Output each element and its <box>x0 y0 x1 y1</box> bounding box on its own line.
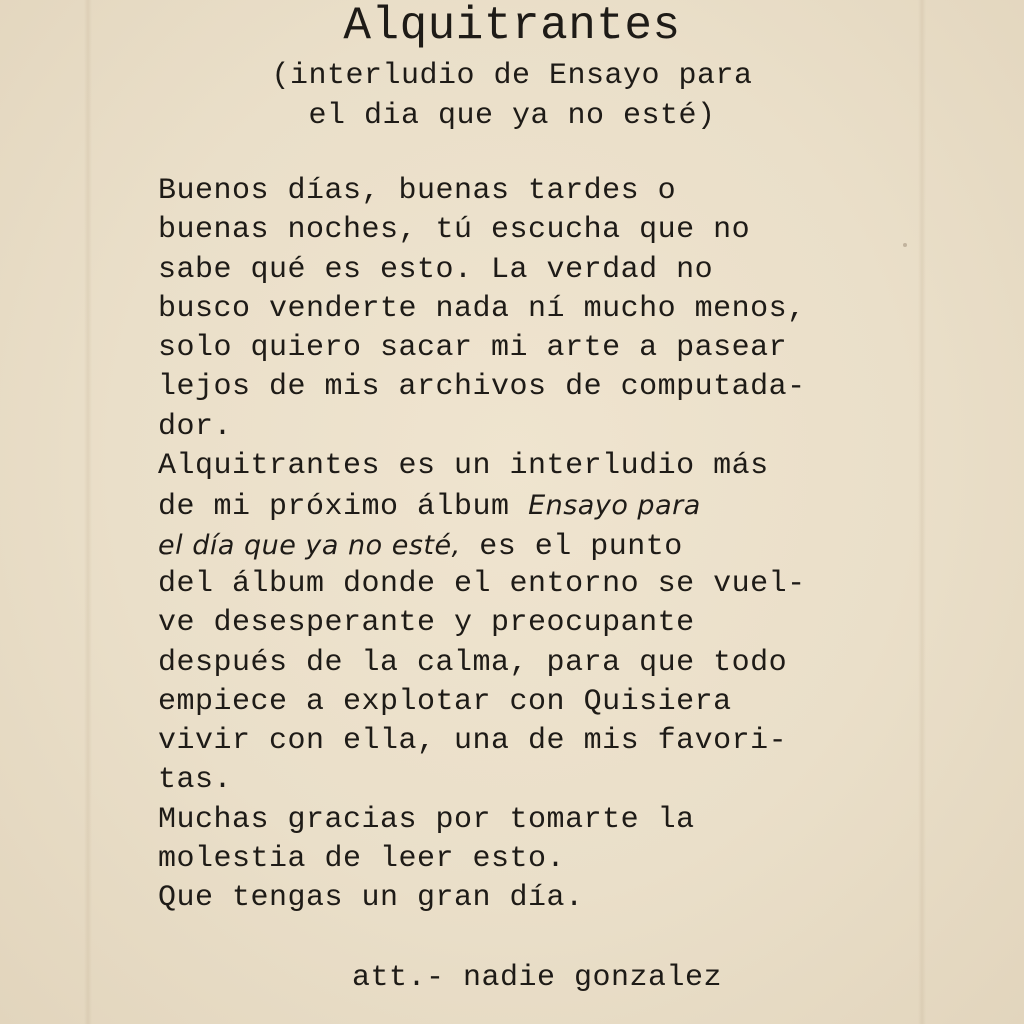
subtitle-line: (interludio de Ensayo para <box>271 59 753 93</box>
album-title-italic: el día que <box>158 529 306 561</box>
body-line: ve desesperante y preocupante <box>158 606 695 641</box>
body-text: de mi próximo álbum <box>158 490 529 525</box>
body-line: buenas noches, tú escucha que no <box>158 213 751 248</box>
body-line: lejos de mis archivos de computada- <box>158 370 806 405</box>
body-line: Alquitrantes es un interludio más <box>158 449 769 484</box>
paper-fold-right <box>918 0 926 1024</box>
album-title-italic: Ensayo para <box>528 490 701 522</box>
body-line: después de la calma, para que todo <box>158 645 788 680</box>
body-line: empiece a explotar con Quisiera <box>158 684 732 719</box>
body-line: dor. <box>158 409 233 444</box>
body-line: vivir con ella, una de mis favori- <box>158 724 788 759</box>
body-line <box>158 486 878 525</box>
body-line: solo quiero sacar mi arte a pasear <box>158 331 788 366</box>
body-text: es el punto <box>460 529 683 564</box>
body-line: del álbum donde el entorno se vuel- <box>158 566 806 601</box>
body-line <box>158 526 878 565</box>
subtitle <box>0 56 1024 136</box>
body-line: tas. <box>158 763 233 798</box>
paper-speck <box>903 243 907 247</box>
body-line: Muchas gracias por tomarte la <box>158 802 695 837</box>
body-line: busco venderte nada ní mucho menos, <box>158 291 806 326</box>
body-line: sabe qué es esto. La verdad no <box>158 252 714 287</box>
album-title-italic: ya no esté, <box>305 529 461 561</box>
page-title: Alquitrantes <box>343 0 681 52</box>
subtitle-line: el dia que ya no esté) <box>308 99 716 133</box>
body-line: Que tengas un gran día. <box>158 881 584 916</box>
body-line: Buenos días, buenas tardes o <box>158 174 677 208</box>
paper-fold-left <box>84 0 92 1024</box>
signature: att.- nadie gonzalez <box>352 961 723 995</box>
body-line: molestia de leer esto. <box>158 842 566 877</box>
letter-body <box>158 172 878 919</box>
